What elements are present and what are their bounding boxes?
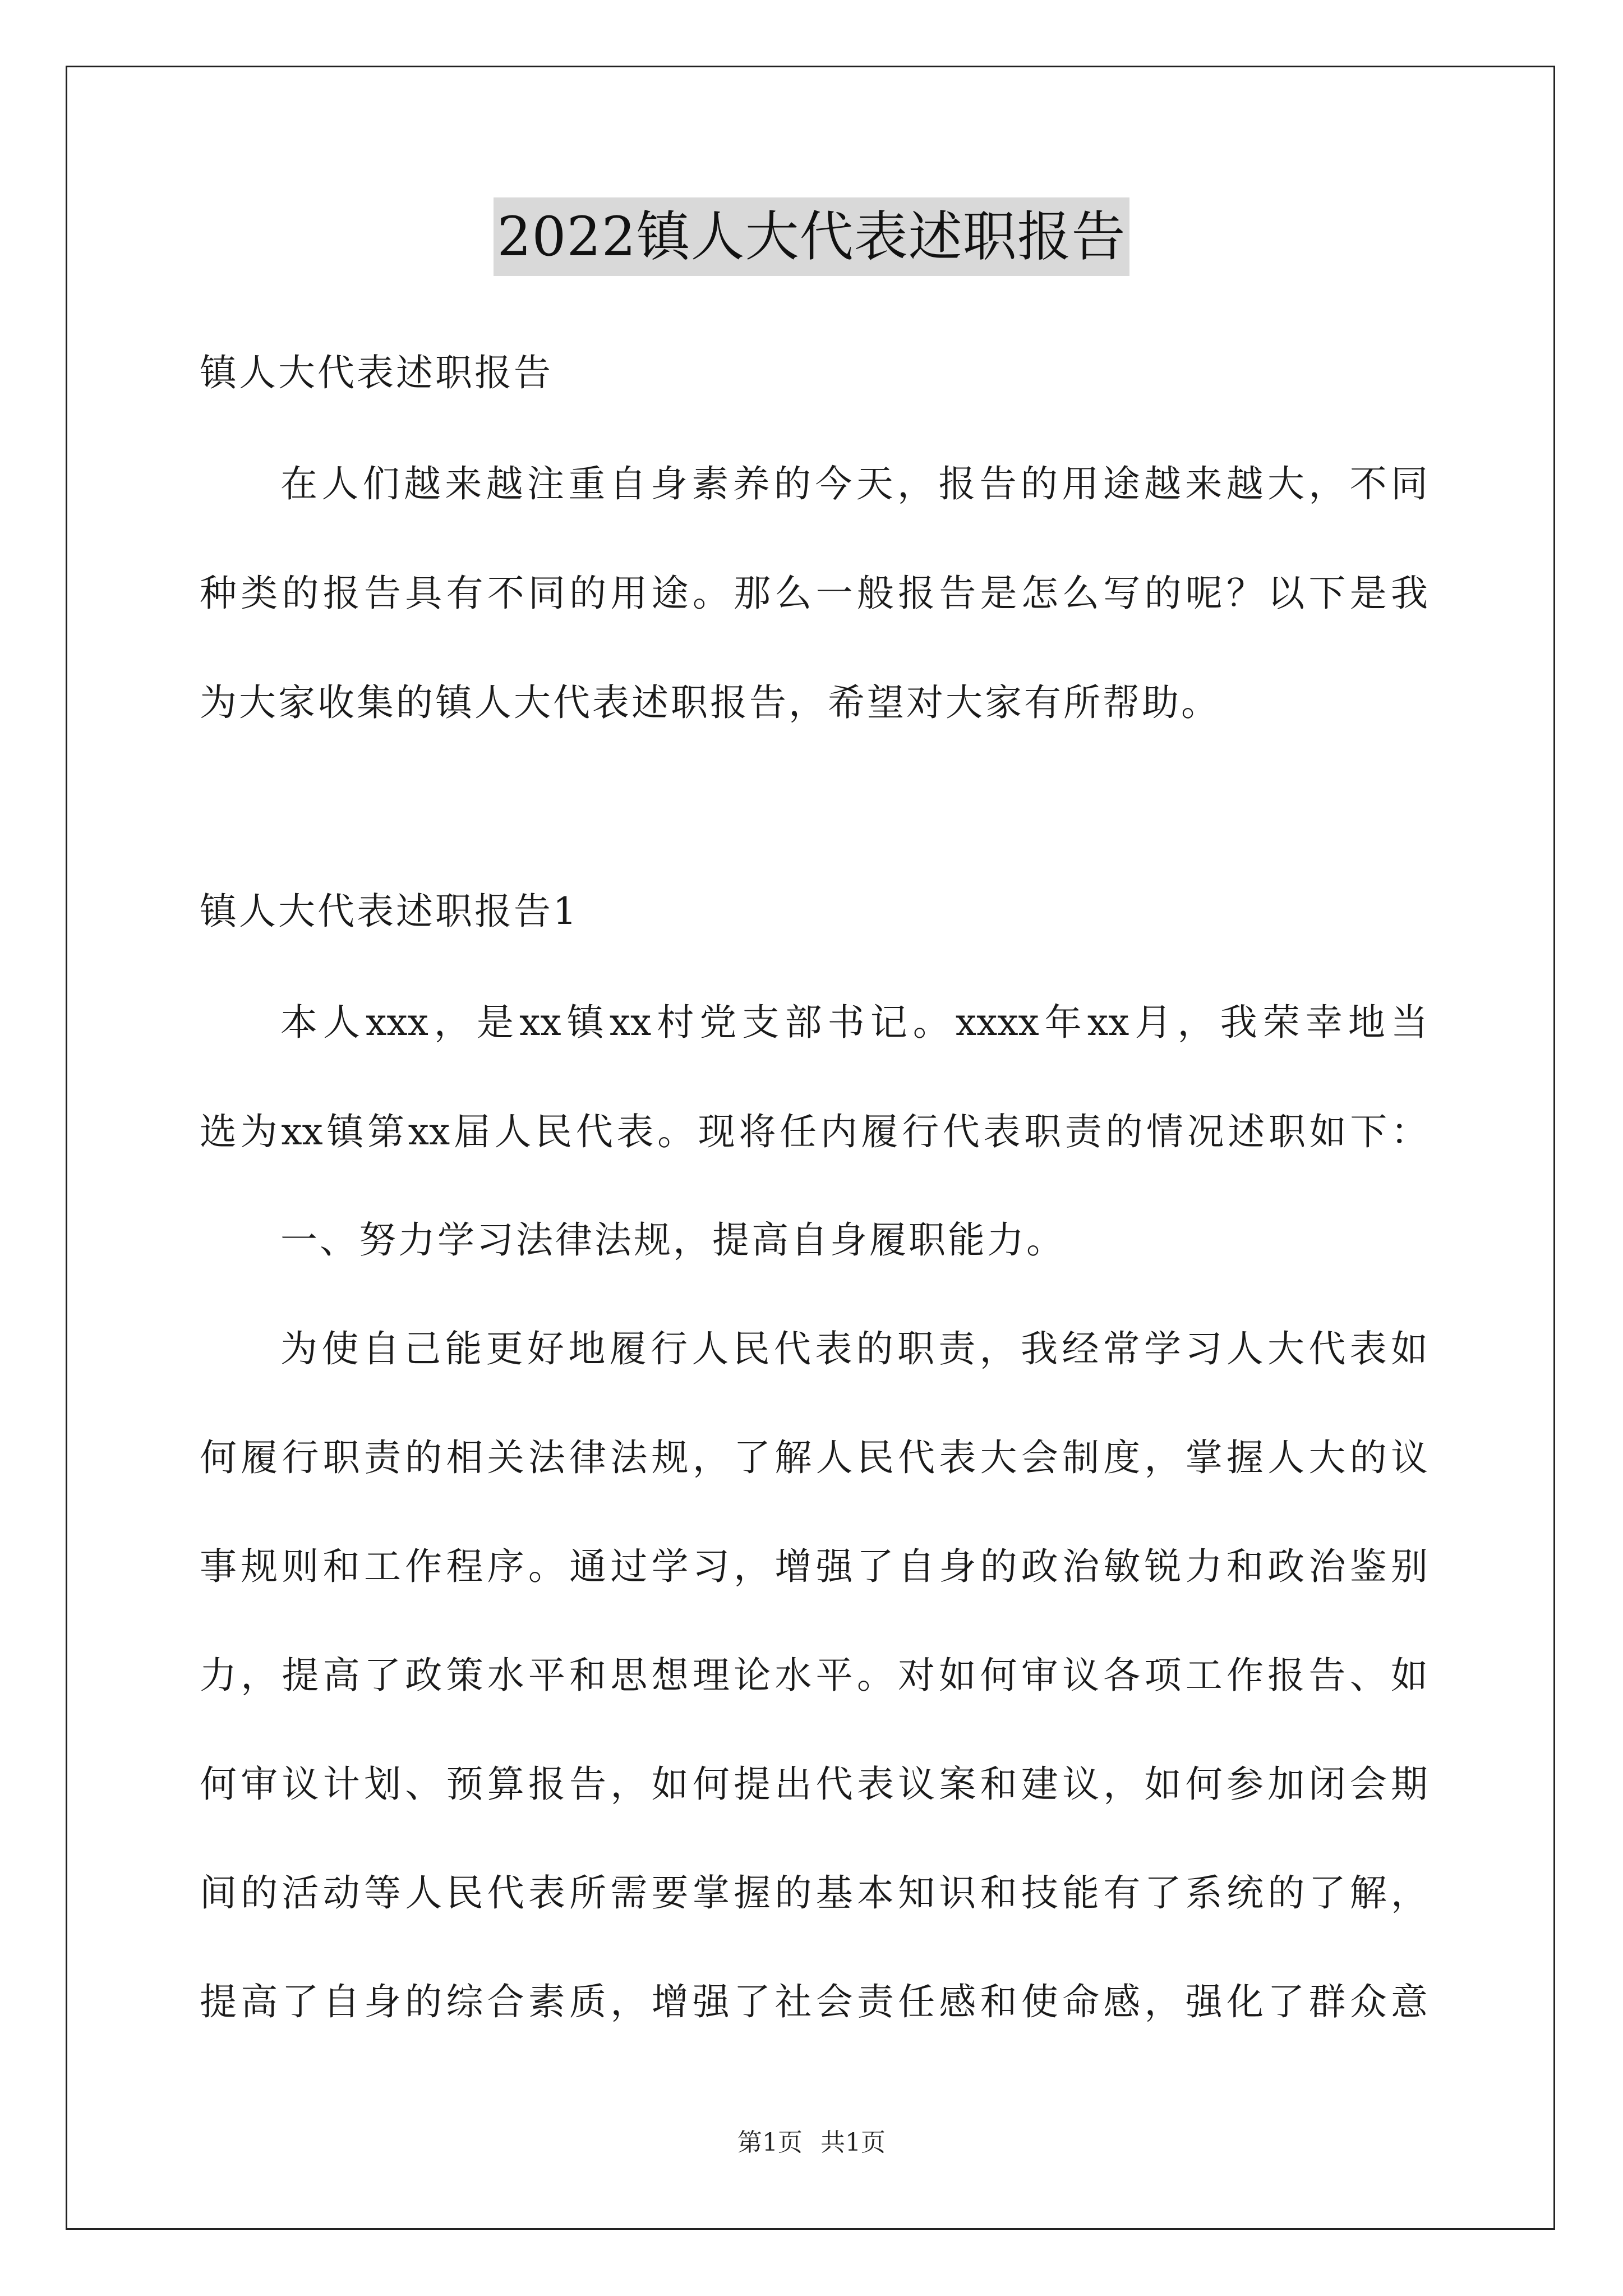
subtitle-line: 镇人大代表述职报告: [200, 351, 553, 394]
paragraph-line: 事规则和工作程序。通过学习，增强了自身的政治敏锐力和政治鉴别: [200, 1545, 1428, 1588]
paragraph-line: 何审议计划、预算报告，如何提出代表议案和建议，如何参加闭会期: [200, 1763, 1428, 1806]
paragraph-line: 一、努力学习法律法规，提高自身履职能力。: [280, 1218, 1066, 1262]
page-number: 第1页: [737, 2128, 803, 2157]
paragraph-line: 在人们越来越注重自身素养的今天，报告的用途越来越大，不同: [280, 462, 1428, 505]
paragraph-line: 为使自己能更好地履行人民代表的职责，我经常学习人大代表如: [280, 1327, 1428, 1370]
title-wrap: [0, 197, 1623, 276]
paragraph-line: 何履行职责的相关法律法规，了解人民代表大会制度，掌握人大的议: [200, 1436, 1428, 1479]
section-heading: 镇人大代表述职报告1: [200, 890, 579, 933]
paragraph-line: 为大家收集的镇人大代表述职报告，希望对大家有所帮助。: [200, 681, 1220, 724]
paragraph-line: 提高了自身的综合素质，增强了社会责任感和使命感，强化了群众意: [200, 1980, 1428, 2023]
paragraph-line: 种类的报告具有不同的用途。那么一般报告是怎么写的呢？以下是我: [200, 572, 1428, 615]
page-total: 共1页: [820, 2128, 886, 2157]
paragraph-line: 选为xx镇第xx届人民代表。现将任内履行代表职责的情况述职如下：: [200, 1110, 1428, 1153]
document-title: 2022镇人大代表述职报告: [494, 197, 1129, 276]
paragraph-line: 间的活动等人民代表所需要掌握的基本知识和技能有了系统的了解，: [200, 1871, 1428, 1915]
page-footer: [0, 2126, 1623, 2160]
paragraph-line: 力，提高了政策水平和思想理论水平。对如何审议各项工作报告、如: [200, 1654, 1428, 1697]
paragraph-line: 本人xxx，是xx镇xx村党支部书记。xxxx年xx月，我荣幸地当: [280, 1001, 1428, 1044]
